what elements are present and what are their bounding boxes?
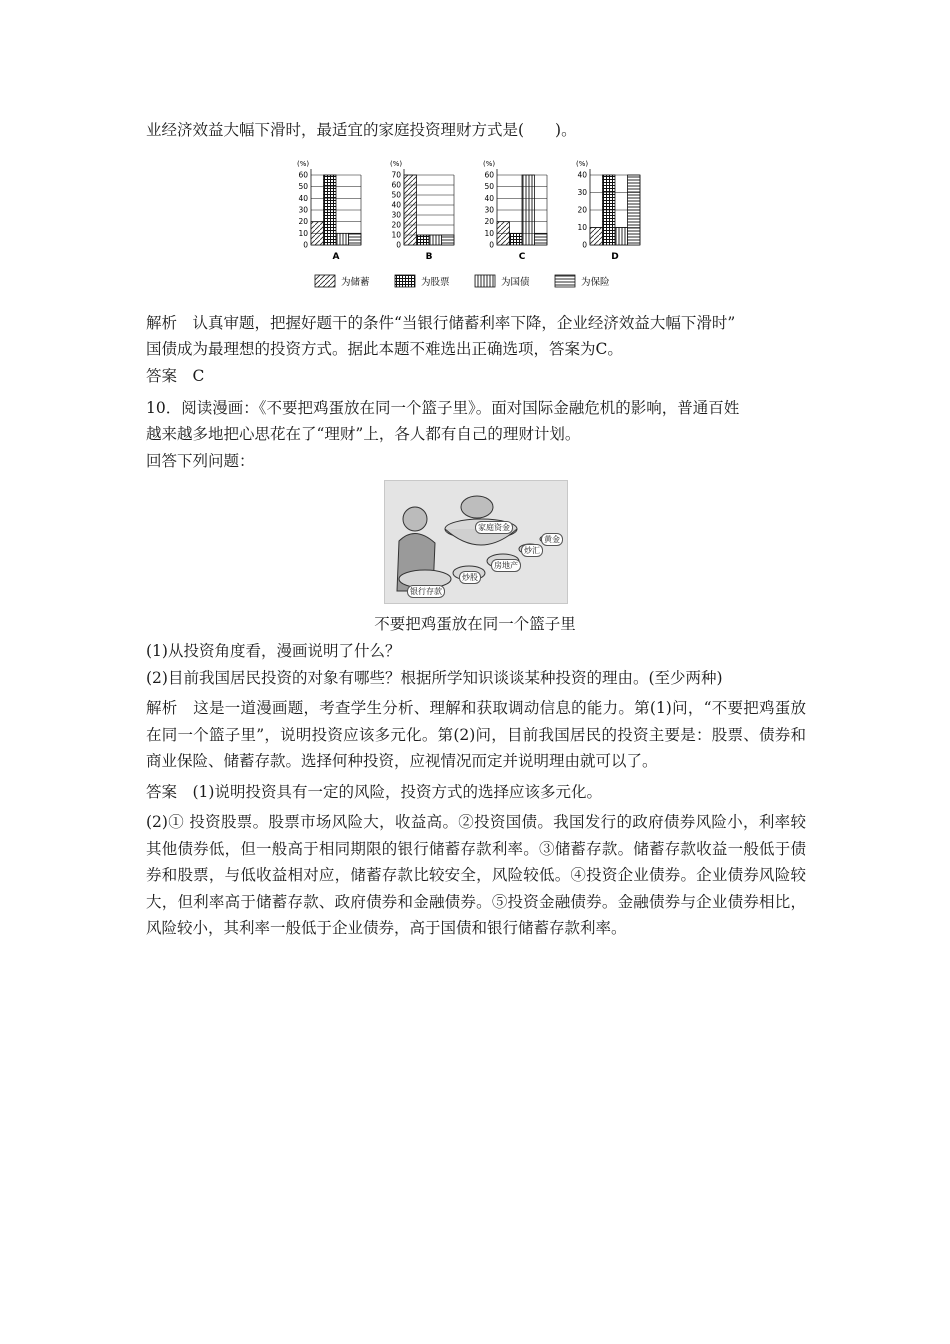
chart-tick-label: 20: [577, 205, 587, 215]
chart-panel-label: A: [332, 252, 340, 262]
chart-tick-label: 10: [391, 230, 401, 240]
answer-9: 答案 C: [146, 367, 205, 385]
chart-tick-label: 40: [484, 193, 494, 203]
answer-10-part-2: (2)① 投资股票。股票市场风险大，收益高。②投资国债。我国发行的政府债券风险小，利率较其他债券低，但一般高于相同期限的银行储蓄存款利率。③储蓄存款。储蓄存款收益一般低于债券和股票，与低收益相对应，储蓄存款比较安全，风险较低。④投资企业债券。企业债券风险较大，但利率高于储蓄存款、政府债券和金融债券。⑤投资金融债券。金融债券与企业债券相比，风险较小，其利率一般低于企业债券，高于国债和银行储蓄存款利率。: [146, 813, 806, 937]
cartoon-label-bank: 银行存款: [407, 585, 445, 598]
sub-question-2: (2)目前我国居民投资的对象有哪些？根据所学知识谈谈某种投资的理由。(至少两种): [146, 669, 723, 687]
chart-bar: [510, 233, 523, 245]
chart-tick-label: 20: [484, 217, 494, 227]
chart-tick-label: 30: [484, 205, 494, 215]
chart-tick-label: 10: [298, 228, 308, 238]
chart-ylabel: (%): [483, 160, 496, 168]
question-10-line-3: 回答下列问题：: [146, 452, 255, 470]
chart-bar: [336, 233, 349, 245]
chart-ylabel: (%): [390, 160, 403, 168]
chart-b: [390, 160, 454, 262]
chart-tick-label: 0: [582, 240, 587, 250]
chart-tick-label: 30: [298, 205, 308, 215]
question-10-line-2: 越来越多地把心思花在了“理财”上，各人都有自己的理财计划。: [146, 425, 581, 443]
chart-tick-label: 40: [577, 170, 587, 180]
legend-swatch: [475, 275, 495, 287]
legend-swatch: [555, 275, 575, 287]
chart-bar: [349, 233, 362, 245]
cartoon-label-other: 炒汇: [521, 544, 543, 557]
answer-10-part-1: 答案 (1)说明投资具有一定的风险，投资方式的选择应该多元化。: [146, 783, 602, 801]
chart-tick-label: 70: [391, 170, 401, 180]
chart-tick-label: 60: [298, 170, 308, 180]
question-9-tail: 业经济效益大幅下滑时，最适宜的家庭投资理财方式是( )。: [146, 121, 577, 139]
legend-label: 为储蓄: [341, 277, 370, 288]
chart-tick-label: 60: [391, 180, 401, 190]
chart-tick-label: 60: [484, 170, 494, 180]
chart-ylabel: (%): [297, 160, 310, 168]
cartoon-label-family: 家庭资金: [475, 521, 513, 534]
chart-d: [576, 160, 640, 262]
analysis-9-line-1: 解析 认真审题，把握好题干的条件“当银行储蓄利率下降，企业经济效益大幅下滑时”: [146, 314, 736, 332]
legend-label: 为国债: [501, 277, 530, 288]
chart-tick-label: 40: [298, 193, 308, 203]
question-10-line-1: 10．阅读漫画：《不要把鸡蛋放在同一个篮子里》。面对国际金融危机的影响，普通百姓: [146, 399, 740, 417]
chart-tick-label: 0: [396, 240, 401, 250]
legend-label: 为股票: [421, 277, 450, 288]
legend-swatch: [315, 275, 335, 287]
chart-ylabel: (%): [576, 160, 589, 168]
chart-tick-label: 10: [484, 228, 494, 238]
cartoon-label-gold: 黄金: [541, 533, 563, 546]
legend-swatch: [395, 275, 415, 287]
chart-bar: [442, 235, 455, 245]
cartoon-caption: 不要把鸡蛋放在同一个篮子里: [374, 615, 576, 633]
chart-bar: [417, 235, 430, 245]
chart-panel-label: B: [425, 252, 433, 262]
chart-bar: [615, 228, 628, 246]
chart-tick-label: 20: [391, 220, 401, 230]
chart-panel-label: D: [611, 252, 619, 262]
chart-tick-label: 30: [577, 188, 587, 197]
analysis-10: 解析 这是一道漫画题，考查学生分析、理解和获取调动信息的能力。第(1)问，“不要把鸡蛋放在同一个篮子里”，说明投资应该多元化。第(2)问，目前我国居民的投资主要是：股票、债券和商业保险、储蓄存款。选择何种投资，应视情况而定并说明理由就可以了。: [146, 699, 806, 770]
legend-label: 为保险: [581, 277, 610, 288]
chart-tick-label: 0: [303, 240, 308, 250]
chart-tick-label: 40: [391, 200, 401, 210]
chart-bar: [429, 235, 442, 245]
cartoon-image: [384, 480, 568, 604]
cartoon-label-estate: 房地产: [491, 559, 521, 572]
cartoon-label-stock: 炒股: [459, 571, 481, 584]
chart-panel-label: C: [518, 252, 526, 262]
bar-charts: [285, 155, 665, 295]
chart-bar: [590, 228, 603, 246]
chart-bar: [535, 233, 548, 245]
chart-tick-label: 50: [391, 190, 401, 200]
chart-tick-label: 30: [391, 210, 401, 220]
chart-c: [483, 160, 547, 262]
analysis-9-line-2: 国债成为最理想的投资方式。据此本题不难选出正确选项，答案为C。: [146, 340, 623, 358]
chart-a: [297, 160, 361, 262]
chart-tick-label: 50: [298, 182, 308, 192]
sub-question-1: (1)从投资角度看，漫画说明了什么？: [146, 642, 401, 660]
chart-tick-label: 50: [484, 182, 494, 192]
chart-bar: [404, 175, 417, 245]
chart-tick-label: 20: [298, 217, 308, 227]
chart-tick-label: 10: [577, 223, 587, 232]
chart-tick-label: 0: [489, 240, 494, 250]
